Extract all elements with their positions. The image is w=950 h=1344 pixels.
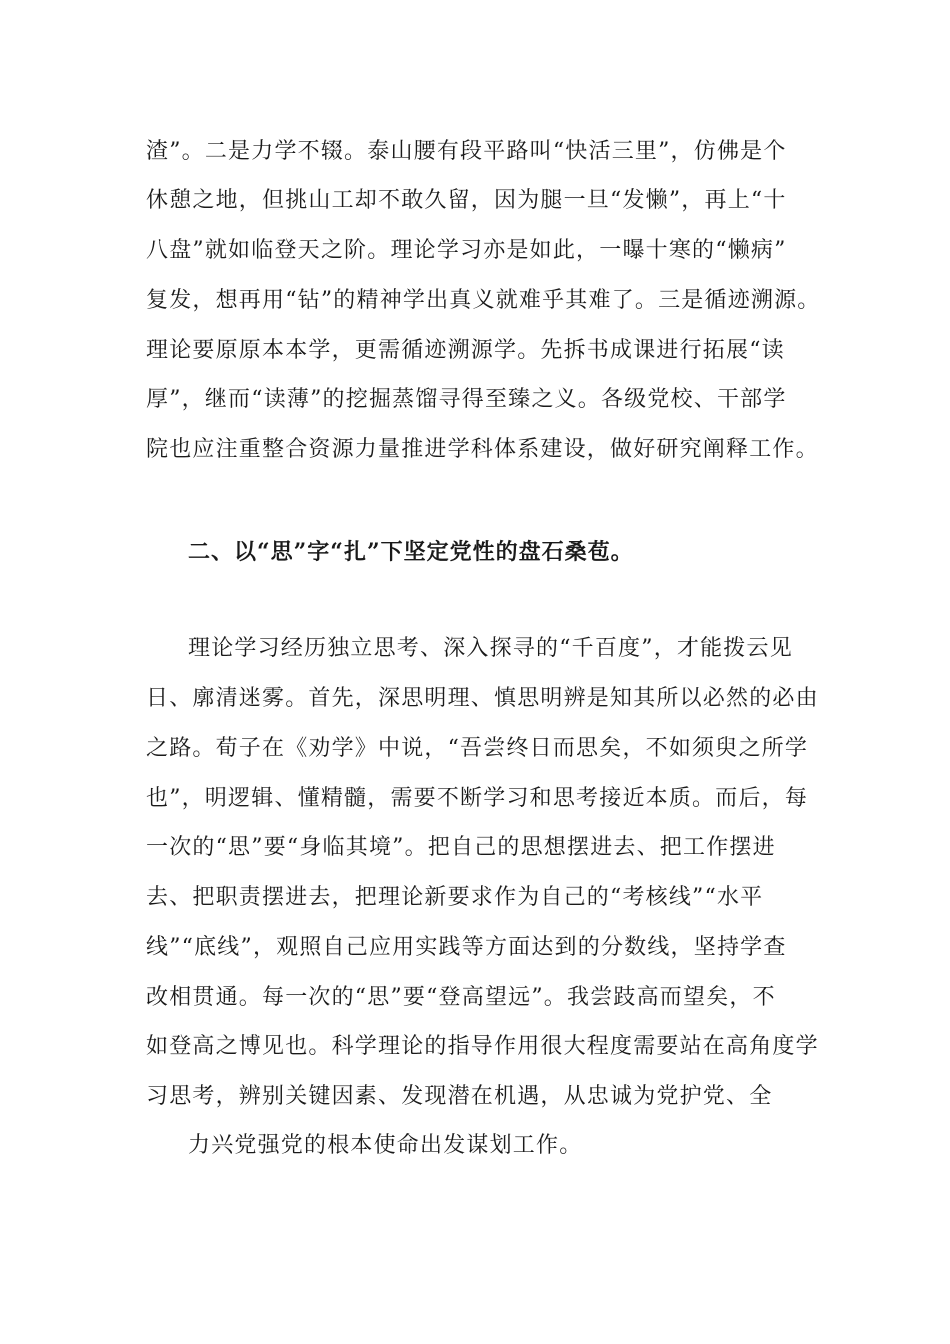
paragraph-line: 理论要原原本本学，更需循迹溯源学。先拆书成课进行拓展“读 — [146, 338, 785, 363]
paragraph-line: 休憩之地，但挑山工却不敢久留，因为腿一旦“发懒”，再上“十 — [146, 188, 787, 213]
paragraph-line: 去、把职责摆进去，把理论新要求作为自己的“考核线”“水平 — [146, 885, 764, 910]
paragraph-line: 复发，想再用“钻”的精神学出真义就难乎其难了。三是循迹溯源。 — [146, 288, 821, 313]
paragraph-line: 八盘”就如临登天之阶。理论学习亦是如此，一曝十寒的“懒病” — [146, 238, 787, 263]
section-heading: 二、以“思”字“扎”下坚定党性的盘石桑苞。 — [188, 539, 634, 565]
paragraph-line: 院也应注重整合资源力量推进学科体系建设，做好研究阐释工作。 — [146, 437, 819, 462]
paragraph-line: 厚”，继而“读薄”的挖掘蒸馏寻得至臻之义。各级党校、干部学 — [146, 387, 787, 412]
paragraph-line: 力兴党强党的根本使命出发谋划工作。 — [188, 1133, 583, 1158]
paragraph-line: 理论学习经历独立思考、深入探寻的“千百度”，才能拨云见 — [188, 636, 793, 661]
paragraph-line: 如登高之博见也。科学理论的指导作用很大程度需要站在高角度学 — [146, 1034, 819, 1059]
paragraph-line: 渣”。二是力学不辍。泰山腰有段平路叫“快活三里”，仿佛是个 — [146, 139, 787, 164]
paragraph-line: 之路。荀子在《劝学》中说，“吾尝终日而思矣，不如须臾之所学 — [146, 736, 809, 761]
paragraph-line: 习思考，辨别关键因素、发现潜在机遇，从忠诚为党护党、全 — [146, 1084, 773, 1109]
paragraph-line: 线”“底线”，观照自己应用实践等方面达到的分数线，坚持学查 — [146, 935, 787, 960]
paragraph-line: 改相贯通。每一次的“思”要“登高望远”。我尝跂高而望矣，不 — [146, 985, 776, 1010]
paragraph-line: 一次的“思”要“身临其境”。把自己的思想摆进去、把工作摆进 — [146, 835, 776, 860]
paragraph-line: 也”，明逻辑、懂精髓，需要不断学习和思考接近本质。而后，每 — [146, 786, 809, 811]
paragraph-line: 日、廓清迷雾。首先，深思明理、慎思明辨是知其所以必然的必由 — [146, 686, 819, 711]
